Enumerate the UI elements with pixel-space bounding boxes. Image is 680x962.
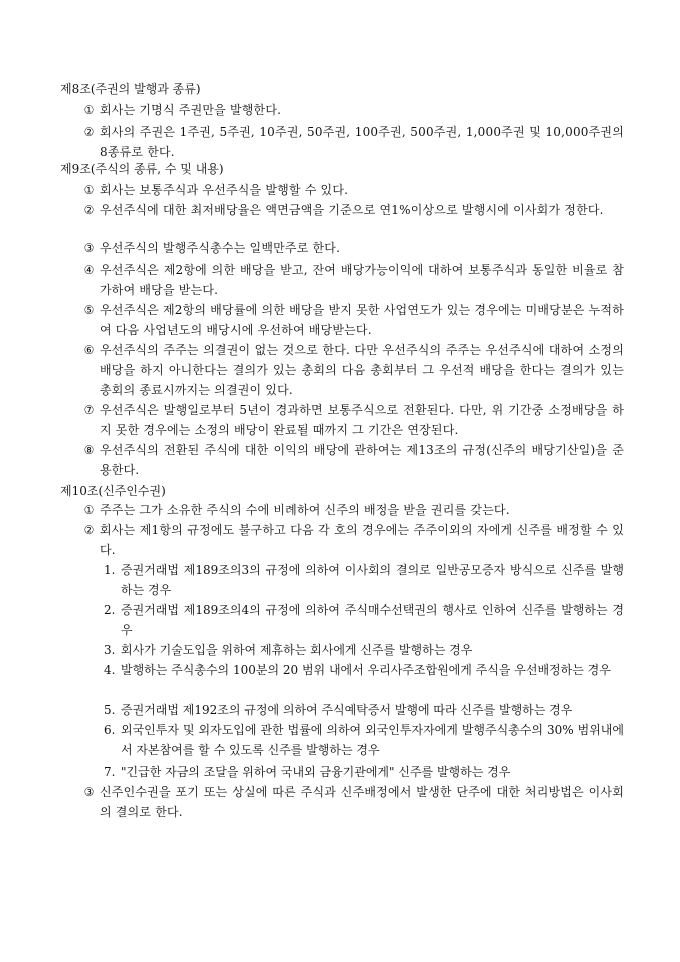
- item-number: 1.: [104, 563, 116, 577]
- article-8-paragraph-2: [80, 122, 622, 162]
- item-number: 4.: [104, 663, 116, 677]
- item-number: 6.: [104, 723, 116, 737]
- paragraph-text: 회사는 기명식 주권만을 발행한다.: [100, 103, 282, 117]
- article-10-paragraph-3: [80, 782, 622, 822]
- paragraph-text: 신주인수권을 포기 또는 상실에 따른 주식과 신주배정에서 발생한 단주에 대한 처리방법은 이사회의 결의로 한다.: [100, 785, 624, 819]
- paragraph-number: ②: [83, 125, 95, 139]
- article-10-item-4: [104, 660, 624, 700]
- article-9-paragraph-5: [80, 300, 622, 340]
- item-text: 발행하는 주식총수의 100분의 20 범위 내에서 우리사주조합원에게 주식을 우선배정하는 경우: [121, 663, 611, 677]
- article-9-paragraph-1: [80, 180, 622, 200]
- paragraph-number: ④: [83, 263, 95, 277]
- paragraph-number: ①: [83, 183, 95, 197]
- paragraph-number: ②: [83, 523, 95, 537]
- article-9-paragraph-3: [80, 238, 622, 258]
- paragraph-number: ⑦: [83, 403, 95, 417]
- article-10-item-6: [104, 720, 624, 760]
- paragraph-text: 회사의 주권은 1주권, 5주권, 10주권, 50주권, 100주권, 500주권, 1,000주권 및 10,000주권의 8종류로 한다.: [100, 125, 624, 159]
- paragraph-number: ①: [83, 103, 95, 117]
- article-8-paragraph-1: [80, 100, 622, 120]
- article-10-paragraph-1: [80, 500, 622, 520]
- article-10-paragraph-2: [80, 520, 622, 560]
- item-text: 외국인투자 및 외자도입에 관한 법률에 의하여 외국인투자자에게 발행주식총수의 30% 범위내에서 자본참여를 할 수 있도록 신주를 발행하는 경우: [121, 723, 624, 757]
- item-number: 5.: [104, 703, 116, 717]
- paragraph-text: 주주는 그가 소유한 주식의 수에 비례하여 신주의 배정을 받을 권리를 갖는다.: [100, 503, 510, 517]
- article-9-paragraph-4: [80, 260, 622, 300]
- item-number: 2.: [104, 603, 116, 617]
- paragraph-number: ⑧: [83, 443, 95, 457]
- article-10-item-1: [104, 560, 624, 600]
- paragraph-number: ①: [83, 503, 95, 517]
- paragraph-text: 우선주식의 주주는 의결권이 없는 것으로 한다. 다만 우선주식의 주주는 우선주식에 대하여 소정의 배당을 하지 아니한다는 결의가 있는 총회의 다음 총회부터 그 우선적 배당을 한다는 결의가 있는 총회의 종료시까지는 의결권이 있다.: [100, 343, 624, 397]
- paragraph-number: ③: [83, 241, 95, 255]
- paragraph-text: 우선주식은 발행일로부터 5년이 경과하면 보통주식으로 전환된다. 다만, 위 기간중 소정배당을 하지 못한 경우에는 소정의 배당이 완료될 때까지 그 기간은 연장된다.: [100, 403, 624, 437]
- paragraph-text: 회사는 보통주식과 우선주식을 발행할 수 있다.: [100, 183, 349, 197]
- paragraph-number: ⑥: [83, 343, 95, 357]
- item-text: 증권거래법 제192조의 규정에 의하여 주식예탁증서 발행에 따라 신주를 발행하는 경우: [121, 703, 573, 717]
- article-9-paragraph-8: [80, 440, 622, 480]
- item-text: "긴급한 자금의 조달을 위하여 국내외 금융기관에게" 신주를 발행하는 경우: [121, 765, 511, 779]
- paragraph-text: 우선주식은 제2항의 배당률에 의한 배당을 받지 못한 사업연도가 있는 경우에는 미배당분은 누적하여 다음 사업년도의 배당시에 우선하여 배당받는다.: [100, 303, 624, 337]
- paragraph-text: 우선주식의 전환된 주식에 대한 이익의 배당에 관하여는 제13조의 규정(신주의 배당기산일)을 준용한다.: [100, 443, 624, 477]
- article-9-title: 제9조(주식의 종류, 수 및 내용): [60, 162, 224, 176]
- item-text: 증권거래법 제189조의3의 규정에 의하여 이사회의 결의로 일반공모증자 방식으로 신주를 발행하는 경우: [121, 563, 624, 597]
- item-text: 회사가 기술도입을 위하여 제휴하는 회사에게 신주를 발행하는 경우: [121, 643, 473, 657]
- paragraph-text: 우선주식은 제2항에 의한 배당을 받고, 잔여 배당가능이익에 대하여 보통주식과 동일한 비율로 참가하여 배당을 받는다.: [100, 263, 624, 297]
- article-10-item-2: [104, 600, 624, 640]
- paragraph-number: ③: [83, 785, 95, 799]
- article-10-item-5: [104, 700, 624, 720]
- article-10-item-7: [104, 762, 624, 782]
- item-number: 7.: [104, 765, 116, 779]
- paragraph-number: ⑤: [83, 303, 95, 317]
- paragraph-text: 우선주식에 대한 최저배당율은 액면금액을 기준으로 연1%이상으로 발행시에 이사회가 정한다.: [100, 203, 604, 217]
- article-8-title: 제8조(주권의 발행과 종류): [60, 82, 201, 96]
- paragraph-text: 우선주식의 발행주식총수는 일백만주로 한다.: [100, 241, 341, 255]
- article-10-item-3: [104, 640, 624, 660]
- item-text: 증권거래법 제189조의4의 규정에 의하여 주식매수선택권의 행사로 인하여 신주를 발행하는 경우: [121, 603, 624, 637]
- article-10-title: 제10조(신주인수권): [60, 484, 166, 498]
- article-9-paragraph-2: [80, 200, 622, 240]
- item-number: 3.: [104, 643, 116, 657]
- paragraph-number: ②: [83, 203, 95, 217]
- article-9-paragraph-7: [80, 400, 622, 440]
- article-9-paragraph-6: [80, 340, 622, 400]
- paragraph-text: 회사는 제1항의 규정에도 불구하고 다음 각 호의 경우에는 주주이외의 자에게 신주를 배정할 수 있다.: [100, 523, 624, 557]
